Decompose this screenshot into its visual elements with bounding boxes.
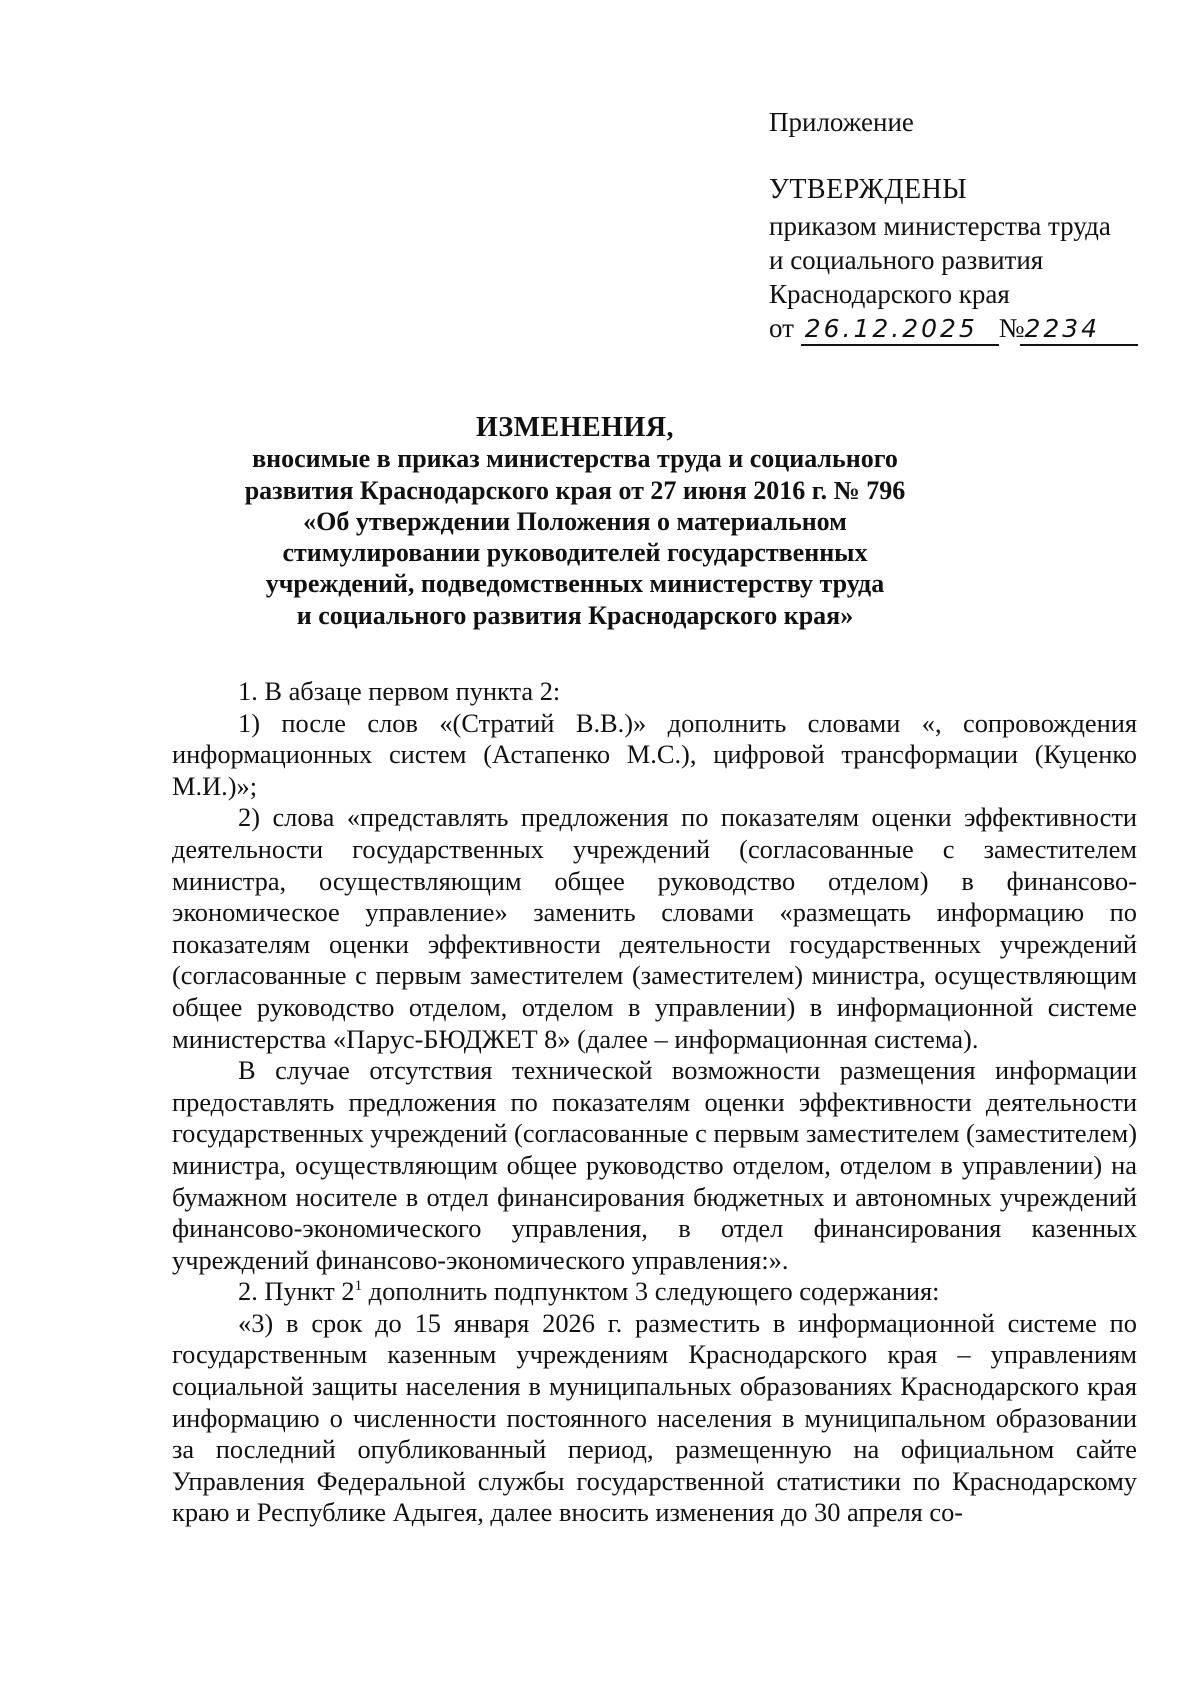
title-line-2: развития Краснодарского края от 27 июня 2016 г. № 796 [244,475,906,505]
document-body [172,676,1137,1529]
title-line-4: стимулировании руководителей государственных [282,538,868,568]
handwritten-date: 26.12.2025 [801,314,999,346]
order-date-number-line [769,311,1149,346]
paragraph-1: 1. В абзаце первом пункта 2: [238,676,561,706]
appendix-label: Приложение [769,107,914,137]
approval-block [769,105,1149,346]
paragraph-4: В случае отсутствия технической возможности размещения информации предоставлять предложения по показателям оценки эффективности деятельности государственных учреждений (согласованные с первым заместителем (заместителем) министра, осуществляющим общее руководство отделом, отделом в управлении) на бумажном носителе в отдел финансирования бюджетных и автономных учреждений финансово-экономического управления, в отдел финансирования казенных учреждений финансово-экономического управления:». [172,1055,1137,1275]
approval-line-1: приказом министерства труда [769,211,1111,241]
paragraph-2: 1) после слов «(Стратий В.В.)» дополнить словами «, сопровождения информационных систем (Астапенко М.С.), цифровой трансформации (Куценко М.И.)»; [172,707,1137,801]
paragraph-5-start: 2. Пункт 2 [238,1276,355,1307]
paragraph-5 [172,1276,1137,1308]
handwritten-number: 2234 [1020,314,1138,346]
number-sign: № [998,313,1025,343]
approval-line-3: Краснодарского края [769,279,1010,309]
from-label: от [769,313,794,343]
approved-heading: УТВЕРЖДЕНЫ [769,174,968,205]
approval-line-2: и социального развития [769,245,1044,275]
paragraph-6: «3) в срок до 15 января 2026 г. разместить в информационной системе по государственным казенным учреждениям Краснодарского края – управлениям социальной защиты населения в муниципальных образованиях Краснодарского края информацию о численности постоянного населения в муниципальном образовании за последний опубликованный период, размещенную на официальном сайте Управления Федеральной службы государственной статистики по Краснодарскому краю и Республике Адыгея, далее вносить изменения до 30 апреля со- [172,1307,1137,1528]
paragraph-5-superscript: 1 [354,1278,363,1295]
document-title [150,412,1000,631]
title-main: ИЗМЕНЕНИЯ, [476,412,674,443]
title-line-5: учреждений, подведомственных министерству труда [265,569,885,599]
title-line-3: «Об утверждении Положения о материальном [303,506,847,536]
title-line-6: и социального развития Краснодарского края» [296,600,854,630]
title-line-1: вносимые в приказ министерства труда и социального [252,444,898,474]
paragraph-3: 2) слова «представлять предложения по показателям оценки эффективности деятельности государственных учреждений (согласованные с заместителем министра, осуществляющим общее руководство отделом) в финансово-экономическое управление» заменить словами «размещать информацию по показателям оценки эффективности деятельности государственных учреждений (согласованные с первым заместителем (заместителем) министра, осуществляющим общее руководство отделом, отделом в управлении) в информационной системе министерства «Парус-БЮДЖЕТ 8» (далее – информационная система). [172,802,1137,1054]
paragraph-5-end: дополнить подпунктом 3 следующего содержания: [362,1276,940,1307]
